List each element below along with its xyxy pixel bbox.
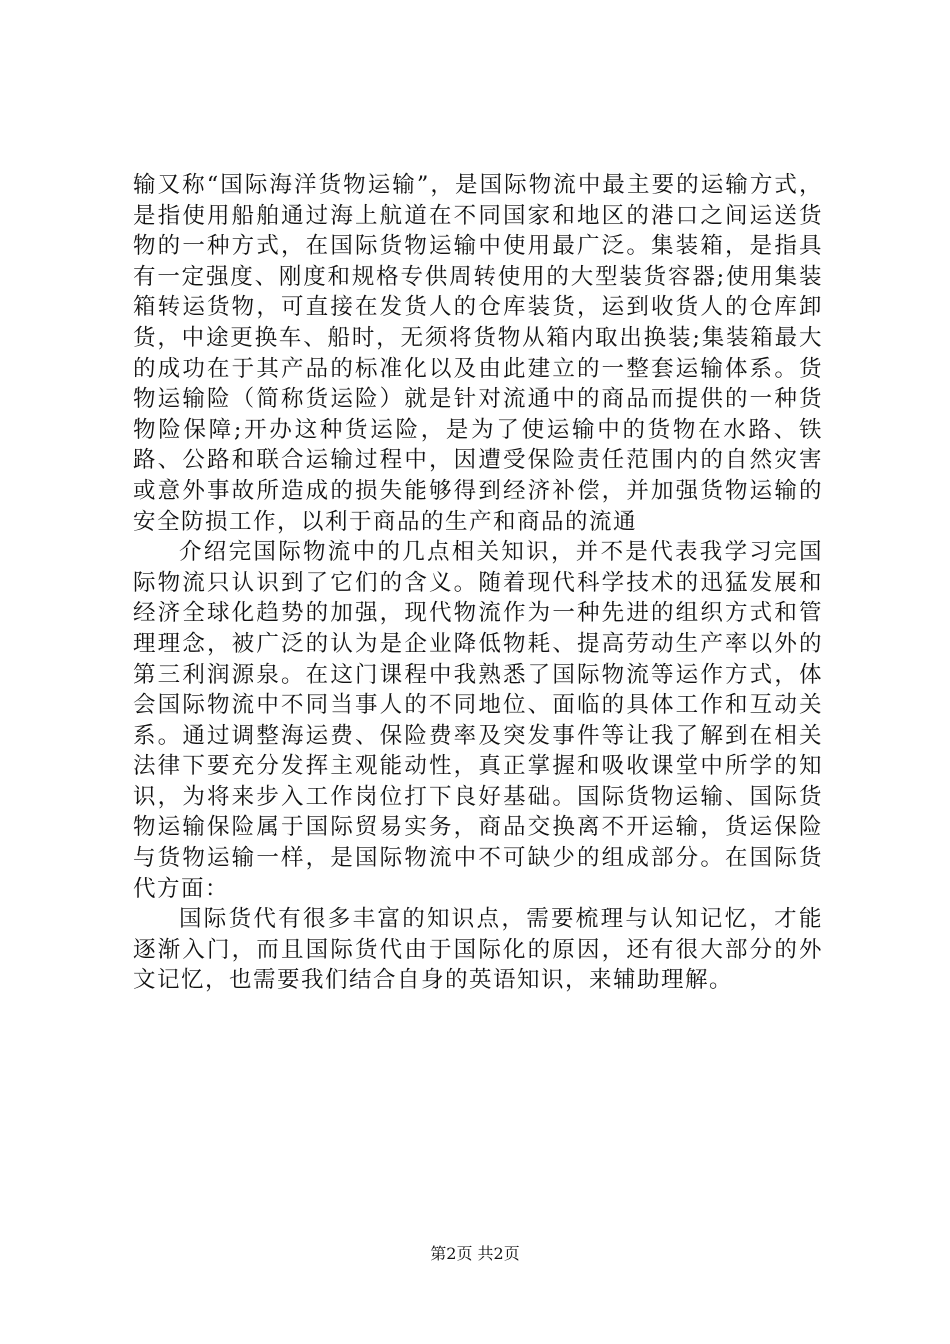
document-body (133, 170, 823, 996)
paragraph-shipping-insurance: 输又称“国际海洋货物运输”，是国际物流中最主要的运输方式，是指使用船舶通过海上航道在不同国家和地区的港口之间运送货物的一种方式，在国际货物运输中使用最广泛。集装箱，是指具有一定强度、刚度和规格专供周转使用的大型装货容器;使用集装箱转运货物，可直接在发货人的仓库装货，运到收货人的仓库卸货，中途更换车、船时，无须将货物从箱内取出换装;集装箱最大的成功在于其产品的标准化以及由此建立的一整套运输体系。货物运输险（简称货运险）就是针对流通中的商品而提供的一种货物险保障;开办这种货运险，是为了使运输中的货物在水路、铁路、公路和联合运输过程中，因遭受保险责任范围内的自然灾害或意外事故所造成的损失能够得到经济补偿，并加强货物运输的安全防损工作，以利于商品的生产和商品的流通 (133, 172, 823, 535)
page-footer: 第2页 共2页 (430, 1244, 520, 1263)
paragraph-course-reflection: 介绍完国际物流中的几点相关知识，并不是代表我学习完国际物流只认识到了它们的含义。随着现代科学技术的迅猛发展和经济全球化趋势的加强，现代物流作为一种先进的组织方式和管理理念，被广泛的认为是企业降低物耗、提高劳动生产率以外的第三利润源泉。在这门课程中我熟悉了国际物流等运作方式，体会国际物流中不同当事人的不同地位、面临的具体工作和互动关系。通过调整海运费、保险费率及突发事件等让我了解到在相关法律下要充分发挥主观能动性，真正掌握和吸收课堂中所学的知识，为将来步入工作岗位打下良好基础。国际货物运输、国际货物运输保险属于国际贸易实务，商品交换离不开运输，货运保险与货物运输一样，是国际物流中不可缺少的组成部分。在国际货代方面： (133, 539, 823, 902)
paragraph-freight-forwarding: 国际货代有很多丰富的知识点，需要梳理与认知记忆，才能逐渐入门，而且国际货代由于国际化的原因，还有很大部分的外文记忆，也需要我们结合自身的英语知识，来辅助理解。 (133, 906, 823, 994)
